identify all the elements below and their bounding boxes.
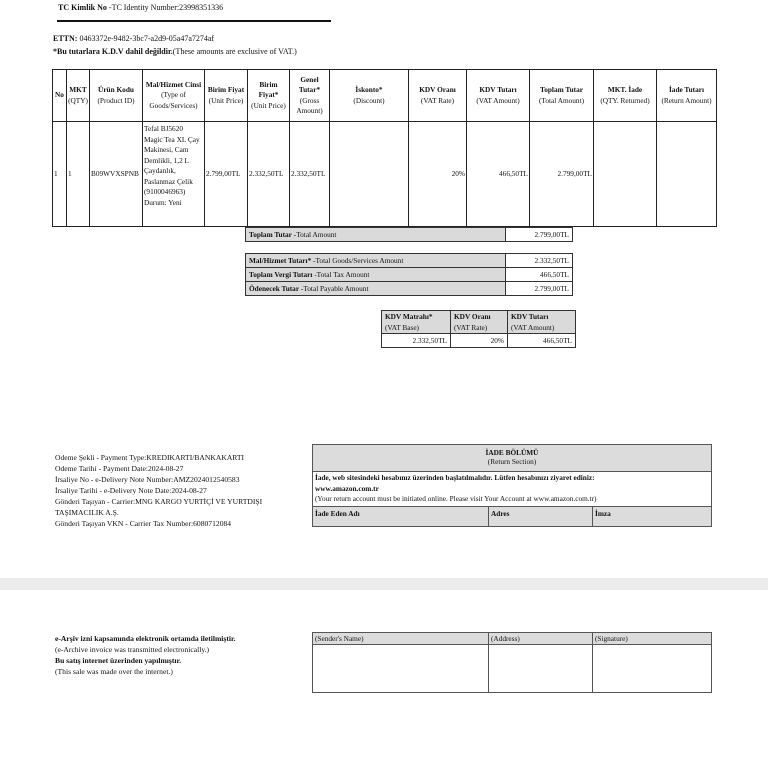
sender-signature-header: (Signature) bbox=[593, 633, 711, 645]
tax-amount-value: 466,50TL bbox=[506, 268, 573, 282]
col-return-amount: İade Tutarı (Return Amount) bbox=[657, 70, 717, 122]
tc-label: TC Kimlik No bbox=[58, 3, 107, 12]
row-gross-amount: 2.332,50TL bbox=[290, 122, 330, 227]
return-section bbox=[312, 444, 712, 527]
sender-name-cell bbox=[313, 633, 489, 692]
sender-name-header: (Sender's Name) bbox=[313, 633, 488, 645]
total-amount-label: Toplam Tutar -Total Amount bbox=[246, 228, 506, 242]
row-product-id: B09WVXSPNB bbox=[90, 122, 143, 227]
col-product-id: Ürün Kodu (Product ID) bbox=[90, 70, 143, 122]
col-gross-amount: Genel Tutar* (Gross Amount) bbox=[290, 70, 330, 122]
returner-address-header: Adres bbox=[489, 507, 593, 526]
vat-base-value: 2.332,50TL bbox=[382, 334, 451, 348]
vat-rate-value: 20% bbox=[451, 334, 508, 348]
delivery-note-date: İrsaliye Tarihi - e-Delivery Note Date:2024-08-27 bbox=[55, 486, 207, 495]
ettn-value: 0463372e-9482-3bc7-a2d9-05a47a7274af bbox=[77, 34, 215, 43]
goods-amount-label: Mal/Hizmet Tutarı* -Total Goods/Services Amount bbox=[246, 254, 506, 268]
sender-address-header: (Address) bbox=[489, 633, 592, 645]
col-no: No bbox=[53, 70, 67, 122]
col-goods-type: Mal/Hizmet Cinsi (Type of Goods/Services) bbox=[143, 70, 205, 122]
table-row bbox=[382, 334, 576, 348]
tc-identity-line bbox=[58, 3, 223, 12]
return-section-title: İADE BÖLÜMÜ (Return Section) bbox=[313, 445, 711, 472]
table-row bbox=[53, 122, 717, 227]
vat-note bbox=[53, 47, 297, 56]
returner-name-header: İade Eden Adı bbox=[313, 507, 489, 526]
col-qty-returned: MKT. İade (QTY. Returned) bbox=[594, 70, 657, 122]
row-return-amount bbox=[657, 122, 717, 227]
header-rule bbox=[57, 20, 331, 22]
summary-table bbox=[245, 253, 573, 296]
col-discount: İskonto* (Discount) bbox=[330, 70, 409, 122]
ettn-label: ETTN: bbox=[53, 34, 78, 43]
items-header-row bbox=[53, 70, 717, 122]
payment-type: Odeme Şekli - Payment Type:KREDIKARTI/BANKAKARTI bbox=[55, 453, 245, 462]
returner-signature-header: İmza bbox=[595, 508, 611, 518]
sender-signature-cell bbox=[593, 633, 711, 692]
carrier: Gönderi Taşıyan - Carrier:MNG KARGO YURTİÇİ VE YURTDIŞI bbox=[55, 497, 263, 506]
payment-info bbox=[55, 452, 262, 529]
return-url-link[interactable]: www.amazon.com.tr bbox=[315, 483, 379, 493]
footer-notes bbox=[55, 633, 236, 677]
row-total-amount: 2.799,00TL bbox=[530, 122, 594, 227]
tax-amount-label: Toplam Vergi Tutarı -Total Tax Amount bbox=[246, 268, 506, 282]
vat-amount-value: 466,50TL bbox=[508, 334, 576, 348]
total-amount-table bbox=[245, 227, 573, 242]
signature-table bbox=[312, 632, 712, 693]
vat-note-bold: *Bu tutarlara K.D.V dahil değildir. bbox=[53, 47, 173, 56]
ettn-line bbox=[53, 34, 214, 43]
col-unit-price-star: Birim Fiyat* (Unit Price) bbox=[248, 70, 290, 122]
row-description: Tefal BJ5620 Magic Tea XL Çay Makinesi, Cam Demlikli, 1,2 L Çaydanlık, Paslanmaz Çelik (9100046963) Durum: Yeni bbox=[143, 122, 205, 227]
row-no: 1 bbox=[53, 122, 67, 227]
col-total-amount: Toplam Tutar (Total Amount) bbox=[530, 70, 594, 122]
vat-note-text: (These amounts are exclusive of VAT.) bbox=[172, 47, 297, 56]
row-qty-returned bbox=[594, 122, 657, 227]
delivery-note-number: İrsaliye No - e-Delivery Note Number:AMZ2024012540583 bbox=[55, 475, 240, 484]
payment-date: Odeme Tarihi - Payment Date:2024-08-27 bbox=[55, 464, 184, 473]
footer-line-1: e-Arşiv izni kapsamında elektronik ortamda iletilmiştir. bbox=[55, 634, 236, 643]
vat-rate-header: KDV Oranı (VAT Rate) bbox=[451, 311, 508, 334]
goods-amount-value: 2.332,50TL bbox=[506, 254, 573, 268]
footer-line-2: (e-Archive invoice was transmitted electronically.) bbox=[55, 645, 210, 654]
sender-address-cell bbox=[489, 633, 593, 692]
total-amount-value: 2.799,00TL bbox=[506, 228, 573, 242]
row-unit-price-star: 2.332,50TL bbox=[248, 122, 290, 227]
col-vat-amount: KDV Tutarı (VAT Amount) bbox=[467, 70, 530, 122]
row-qty: 1 bbox=[67, 122, 90, 227]
items-table bbox=[52, 69, 717, 227]
carrier-tax-number: Gönderi Taşıyan VKN - Carrier Tax Number:6080712084 bbox=[55, 519, 232, 528]
footer-line-4: (This sale was made over the internet.) bbox=[55, 667, 173, 676]
footer-line-3: Bu satış internet üzerinden yapılmıştır. bbox=[55, 656, 182, 665]
row-discount bbox=[330, 122, 409, 227]
col-qty: MKT (QTY) bbox=[67, 70, 90, 122]
col-unit-price: Birim Fiyat (Unit Price) bbox=[205, 70, 248, 122]
vat-breakdown-table bbox=[381, 310, 576, 348]
row-vat-rate: 20% bbox=[409, 122, 467, 227]
return-message: İade, web sitesindeki hesabınız üzerinden başlatılmalıdır. Lütfen hesabınızı ziyaret ediniz: www.amazon.com.tr (Your return account must be initiated online. Please visit Your Account at www.amazon.com.tr) bbox=[313, 472, 711, 506]
payable-amount-label: Ödenecek Tutar -Total Payable Amount bbox=[246, 282, 506, 296]
vat-amount-header: KDV Tutarı (VAT Amount) bbox=[508, 311, 576, 334]
vat-base-header: KDV Matrahı* (VAT Base) bbox=[382, 311, 451, 334]
payable-amount-value: 2.799,00TL bbox=[506, 282, 573, 296]
tc-value: -TC Identity Number:23998351336 bbox=[106, 3, 224, 12]
return-columns bbox=[313, 506, 711, 526]
col-vat-rate: KDV Oranı (VAT Rate) bbox=[409, 70, 467, 122]
row-unit-price: 2.799,00TL bbox=[205, 122, 248, 227]
row-vat-amount: 466,50TL bbox=[467, 122, 530, 227]
carrier-cont: TAŞIMACILIK A.Ş. bbox=[55, 508, 119, 517]
page-separator bbox=[0, 578, 768, 590]
